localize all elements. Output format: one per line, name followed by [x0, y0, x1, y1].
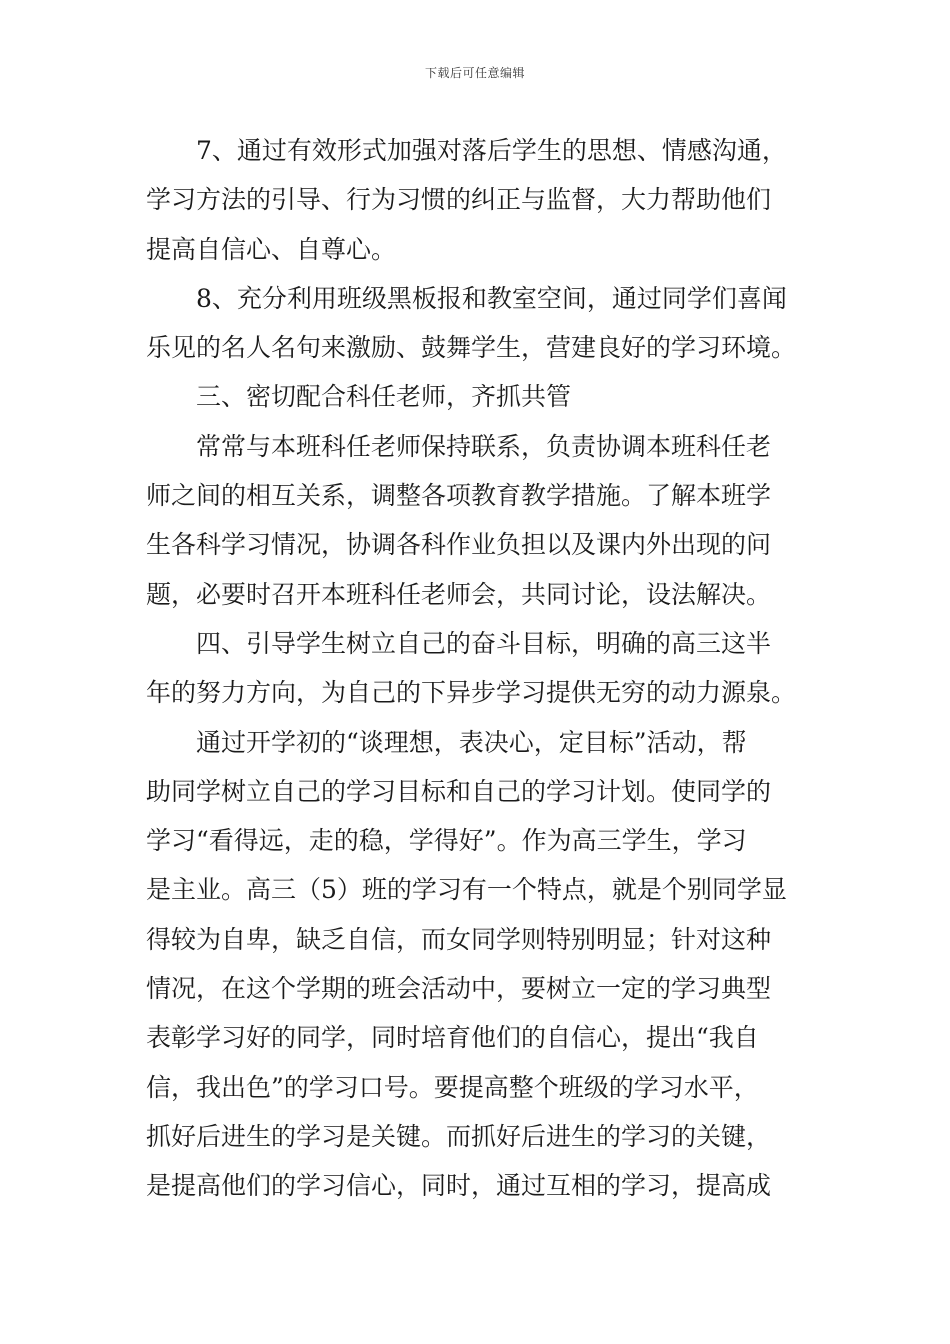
text-line: 通过开学初的“谈理想，表决心，定目标”活动，帮: [196, 727, 747, 757]
section-heading: 四、引导学生树立自己的奋斗目标，明确的高三这半: [196, 628, 772, 658]
text-line: 8、充分利用班级黑板报和教室空间，通过同学们喜闻: [196, 283, 787, 313]
text-line: 常常与本班科任老师保持联系，负责协调本班科任老: [196, 431, 772, 461]
text-line: 7、通过有效形式加强对落后学生的思想、情感沟通，: [196, 136, 787, 165]
text-line: 提高自信心、自尊心。: [146, 234, 397, 264]
text-line: 是提高他们的学习信心，同时，通过互相的学习，提高成: [146, 1171, 772, 1201]
text-line: 情况，在这个学期的班会活动中，要树立一定的学习典型: [146, 974, 772, 1004]
section-heading: 三、密切配合科任老师，齐抓共管: [196, 382, 572, 412]
text-line: 年的努力方向，为自己的下异步学习提供无穷的动力源泉。: [146, 678, 797, 708]
text-line: 是主业。高三（5）班的学习有一个特点，就是个别同学显: [146, 875, 787, 905]
text-line: 师之间的相互关系，调整各项教育教学措施。了解本班学: [146, 481, 772, 511]
text-line: 信，我出色”的学习口号。要提高整个班级的学习水平，: [146, 1072, 759, 1102]
text-line: 题，必要时召开本班科任老师会，共同讨论，设法解决。: [146, 579, 772, 609]
text-line: 得较为自卑，缺乏自信，而女同学则特别明显；针对这种: [146, 924, 772, 954]
text-line: 学习“看得远，走的稳，学得好”。作为高三学生，学习: [146, 826, 747, 856]
text-line: 乐见的名人名句来激励、鼓舞学生，营建良好的学习环境。: [146, 333, 797, 363]
text-line: 助同学树立自己的学习目标和自己的学习计划。使同学的: [146, 776, 772, 806]
text-line: 抓好后进生的学习是关键。而抓好后进生的学习的关键，: [146, 1121, 772, 1151]
text-line: 生各科学习情况，协调各科作业负担以及课内外出现的问: [146, 530, 772, 560]
page-header-note: 下载后可任意编辑: [424, 66, 525, 80]
text-line: 学习方法的引导、行为习惯的纠正与监督，大力帮助他们: [146, 185, 772, 215]
text-line: 表彰学习好的同学，同时培育他们的自信心，提出“我自: [146, 1023, 759, 1053]
document-body: [146, 126, 806, 1211]
